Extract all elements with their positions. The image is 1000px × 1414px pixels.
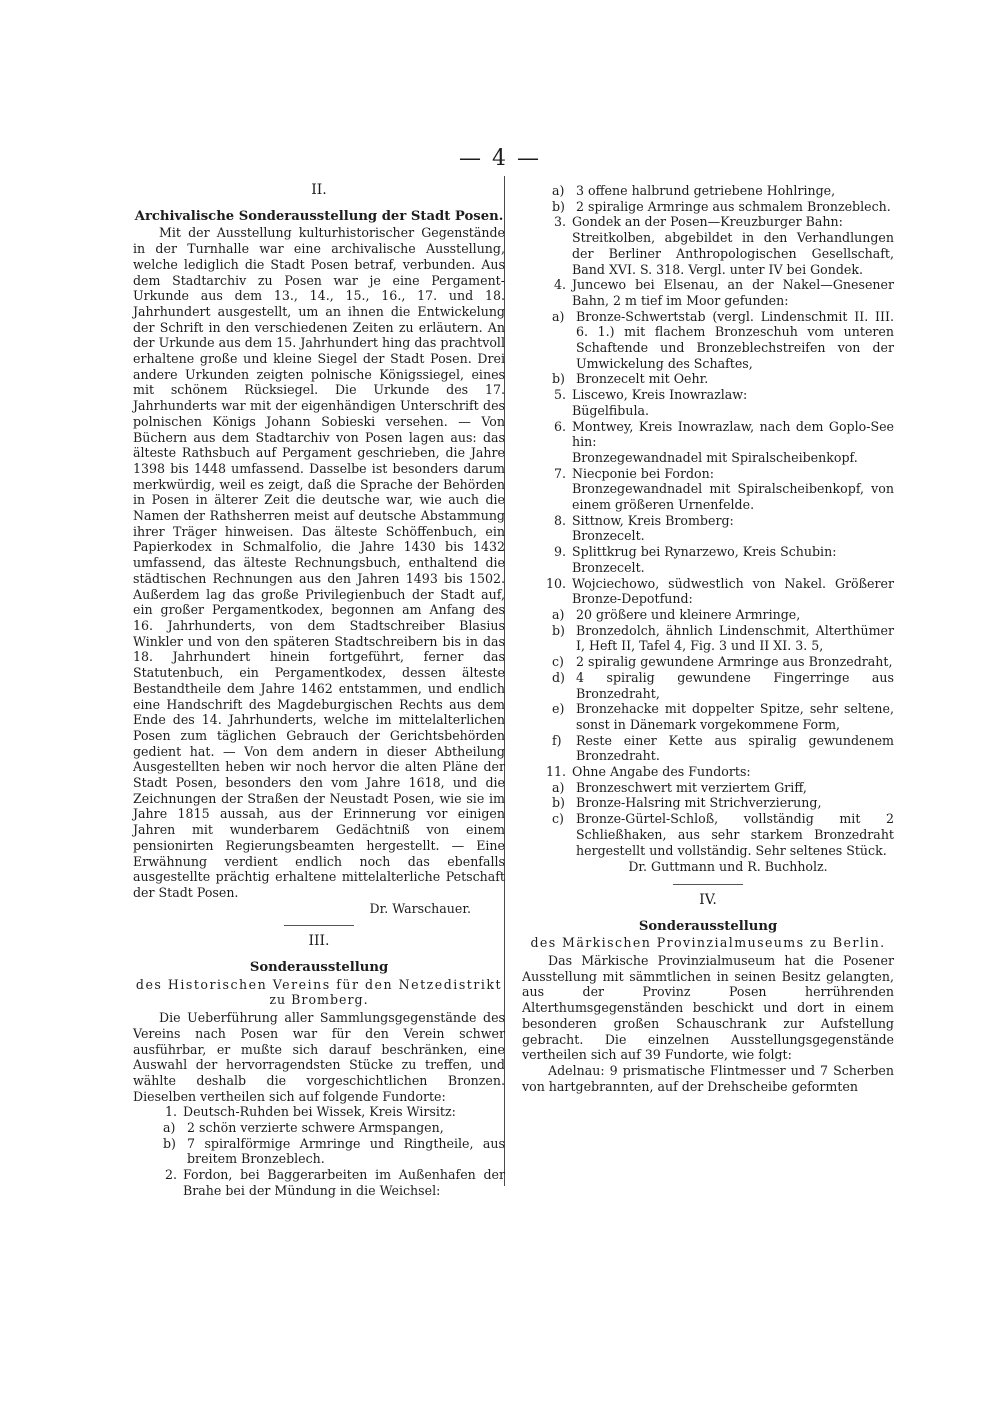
find-site-description: Bronzecelt. (572, 559, 645, 575)
find-item-letter: c) (552, 654, 564, 670)
find-site-name: Juncewo bei Elsenau, an der Nakel—Gnesener Bahn, 2 m tief im Moor gefunden: (572, 277, 894, 308)
find-item-text: Bronzedolch, ähnlich Lindenschmit, Alterthümer I, Heft II, Tafel 4, Fig. 3 und II XI. 3. 5, (576, 622, 894, 654)
page-number: — 4 — (459, 146, 541, 171)
section-divider (284, 925, 354, 926)
section-2-number: II. (311, 182, 327, 198)
find-site-number: 4. (553, 277, 566, 293)
find-item (522, 309, 894, 372)
find-site (522, 576, 894, 764)
find-item-letter: a) (552, 779, 565, 795)
find-site-description: Bronzecelt. (572, 528, 645, 544)
find-site (133, 1104, 505, 1167)
find-site (133, 1167, 505, 1198)
section-3-intro: Die Ueberführung aller Sammlungsgegenstände des Vereins nach Posen war für den Verein schwer ausführbar, er mußte sich darauf beschränken, eine Auswahl der hervorragendsten Stücke zu treffen, und wählte deshalb die vorgeschichtlichen Bronzen. Dieselben vertheilen sich auf folgende Fundorte: (133, 1010, 505, 1104)
find-site-number: 8. (553, 512, 566, 528)
find-item (522, 183, 894, 199)
find-site-number: 1. (164, 1104, 177, 1120)
find-item (522, 795, 894, 811)
section-3-subtitle: des Historischen Vereins für den Netzedistrikt (135, 976, 503, 992)
find-site (522, 764, 894, 858)
section-4-intro: Das Märkische Provinzialmuseum hat die Posener Ausstellung mit sämmtlichen in seinen Besitz gelangten, aus der Provinz Posen herrührenden Alterthumsgegenständen beschickt und dort in einem besonderen großen Schauschrank zur Aufstellung gebracht. Die einzelnen Ausstellungsgegenstände vertheilen sich auf 39 Fundorte, wie folgt: (522, 953, 894, 1063)
find-item-letter: a) (552, 606, 565, 622)
find-item-letter: a) (552, 308, 565, 324)
find-site-description: Bronzegewandnadel mit Spiralscheibenkopf, von einem größeren Urnenfelde. (572, 481, 894, 513)
find-item (522, 623, 894, 654)
find-item (522, 199, 894, 215)
find-site-description: Streitkolben, abgebildet in den Verhandlungen der Berliner Anthropologischen Gesellschaft, Band XVI. S. 318. Vergl. unter IV bei Gondek. (572, 230, 894, 277)
find-item-letter: d) (552, 669, 565, 685)
find-item-text: Bronze-Schwertstab (vergl. Lindenschmit II. III. 6. 1.) mit flachem Bronzeschuh vom unteren Schaftende und Bronzeblechstreifen von der Umwickelung des Schaftes, (576, 308, 894, 371)
section-divider (673, 884, 743, 885)
left-column (133, 183, 505, 1199)
find-site-number: 11. (545, 764, 566, 780)
find-item-letter: f) (552, 732, 562, 748)
find-site (522, 277, 894, 387)
find-item-text: 2 schön verzierte schwere Armspangen, (187, 1120, 444, 1136)
find-site-name: Deutsch-Ruhden bei Wissek, Kreis Wirsitz: (183, 1104, 456, 1120)
find-site-number: 5. (553, 387, 566, 403)
section-3-signature: Dr. Guttmann und R. Buchholz. (628, 859, 828, 875)
find-site (522, 387, 894, 418)
find-site-description: Bronzegewandnadel mit Spiralscheibenkopf. (572, 449, 858, 465)
find-item-text: Reste einer Kette aus spiralig gewundenem Bronzedraht. (576, 732, 894, 764)
find-item-letter: a) (163, 1120, 176, 1136)
find-item (522, 654, 894, 670)
find-site-name: Liscewo, Kreis Inowrazlaw: (572, 387, 748, 403)
section-2-title: Archivalische Sonderausstellung der Stadt Posen. (134, 208, 504, 224)
find-item (522, 371, 894, 387)
find-item-text: 4 spiralig gewundene Fingerringe aus Bronzedraht, (576, 669, 894, 701)
find-site-number: 7. (553, 465, 566, 481)
find-site-number: 9. (553, 544, 566, 560)
find-item (522, 670, 894, 701)
find-site-number: 2. (164, 1167, 177, 1183)
find-site-name: Wojciechowo, südwestlich von Nakel. Größerer Bronze-Depotfund: (572, 575, 894, 607)
find-site (522, 214, 894, 277)
section-4-title: Sonderausstellung (638, 918, 778, 934)
section-3-title: Sonderausstellung (249, 960, 389, 976)
find-site-name: Gondek an der Posen—Kreuzburger Bahn: (572, 214, 843, 230)
find-site-list (522, 214, 894, 858)
find-site-number: 6. (553, 418, 566, 434)
find-item (522, 607, 894, 623)
find-site-name: Montwey, Kreis Inowrazlaw, nach dem Goplo-See hin: (572, 418, 894, 450)
find-site-number: 10. (545, 575, 566, 591)
find-item (522, 701, 894, 732)
find-item-letter: b) (163, 1135, 176, 1151)
find-item-text: Bronze-Gürtel-Schloß, vollständig mit 2 Schließhaken, aus sehr starkem Bronzedraht hergestellt und vollständig. Sehr seltenes Stück. (576, 811, 894, 858)
find-item (522, 780, 894, 796)
find-site (522, 544, 894, 575)
find-item-letter: b) (552, 795, 565, 811)
find-item-letter: e) (552, 701, 565, 717)
find-site-name: Ohne Angabe des Fundorts: (572, 764, 751, 780)
find-item-letter: b) (552, 622, 565, 638)
find-site-name: Fordon, bei Baggerarbeiten im Außenhafen der Brahe bei der Mündung in die Weichsel: (183, 1167, 505, 1198)
section-4-number: IV. (699, 891, 717, 908)
section-4-subtitle: des Märkischen Provinzialmuseums zu Berlin. (530, 935, 886, 951)
find-site-description: Bügelfibula. (572, 402, 650, 418)
find-item (133, 1120, 505, 1136)
find-item-text: 2 spiralige Armringe aus schmalem Bronzeblech. (576, 198, 891, 214)
find-item-letter: c) (552, 811, 564, 827)
find-item (522, 811, 894, 858)
right-column (522, 183, 894, 1094)
find-item-text: Bronzehacke mit doppelter Spitze, sehr seltene, sonst in Dänemark vorgekommene Form, (576, 701, 894, 732)
section-3-number: III. (308, 933, 330, 950)
find-item-text: Bronzeschwert mit verziertem Griff, (576, 779, 807, 795)
find-item-letter: b) (552, 198, 565, 214)
find-site (522, 513, 894, 544)
find-item (522, 733, 894, 764)
section-3-subtitle-2: zu Bromberg. (269, 992, 369, 1008)
find-item-text: Bronzecelt mit Oehr. (576, 371, 709, 387)
find-site-name: Sittnow, Kreis Bromberg: (572, 512, 734, 528)
find-item-text: Bronze-Halsring mit Strichverzierung, (576, 795, 822, 811)
find-site (522, 466, 894, 513)
find-site (522, 419, 894, 466)
find-item-text: 3 offene halbrund getriebene Hohlringe, (576, 183, 836, 198)
find-item-letter: a) (552, 183, 565, 198)
find-item (133, 1136, 505, 1167)
find-item-text: 7 spiralförmige Armringe und Ringtheile, aus breitem Bronzeblech. (187, 1135, 505, 1167)
section-2-signature: Dr. Warschauer. (369, 900, 471, 916)
find-item-text: 2 spiralig gewundene Armringe aus Bronzedraht, (576, 654, 893, 670)
find-item-letter: b) (552, 371, 565, 387)
section-2-body: Mit der Ausstellung kulturhistorischer Gegenstände in der Turnhalle war eine archivalische Ausstellung, welche lediglich die Stadt Posen betraf, verbunden. Aus dem Stadtarchiv zu Posen war je eine Pergament-Urkunde aus dem 13., 14., 15., 16., 17. und 18. Jahrhundert ausgestellt, um an ihnen die Entwickelung der Schrift in den verschiedenen Zeiten zu erläutern. An der Urkunde aus dem 15. Jahrhundert hing das prachtvoll erhaltene große und kleine Siegel der Stadt Posen. Drei andere Urkunden zeigten polnische Königssiegel, eines mit schönem Rücksiegel. Die Urkunde des 17. Jahrhunderts war mit der eigenhändigen Unterschrift des polnischen Königs Johann Sobieski versehen. — Von Büchern aus dem Stadtarchiv von Posen lagen aus: das älteste Rathsbuch auf Pergament geschrieben, die Jahre 1398 bis 1448 umfassend. Dasselbe ist besonders darum merkwürdig, weil es zeigt, daß die Sprache der Behörden in Posen in älterer Zeit die deutsche war, wie auch die Namen der Rathsherren meist auf deutsche Abstammung ihrer Träger hinweisen. Das älteste Schöffenbuch, ein Papierkodex in Schmalfolio, die Jahre 1430 bis 1432 umfassend, das älteste Rechnungsbuch, enthaltend die städtischen Rechnungen aus den Jahren 1493 bis 1502. Außerdem lag das große Privilegienbuch der Stadt auf, ein großer Pergamentkodex, begonnen am Anfang des 16. Jahrhunderts, von dem Stadtschreiber Blasius Winkler und von den späteren Stadtschreibern bis in das 18. Jahrhundert hinein fortgeführt, ferner das Statutenbuch, ein Pergamentkodex, dessen älteste Bestandtheile dem Jahre 1462 entstammen, und endlich eine Handschrift des Magdeburgischen Rechts aus dem Ende des 14. Jahrhunderts, welche im mittelalterlichen Posen zum täglichen Gebrauch der Gerichtsbehörden gedient hat. — Von dem andern in dieser Abtheilung Ausgestellten heben wir noch hervor die alten Pläne der Stadt Posen, besonders den vom Jahre 1618, und die Zeichnungen der Straßen der Neustadt Posen, wie sie im Jahre 1815 aussah, aus der Erinnerung vor einigen Jahren mit wunderbarem Gedächtniß von einem pensionirten Regierungsbeamten hergestellt. — Eine Erwähnung verdient endlich noch das ebenfalls ausgestellte prächtig erhaltene mittelalterliche Petschaft der Stadt Posen. (133, 225, 505, 900)
find-site-name: Niecponie bei Fordon: (572, 465, 714, 481)
find-site-name: Splittkrug bei Rynarzewo, Kreis Schubin: (572, 544, 837, 560)
section-4-entry: Adelnau: 9 prismatische Flintmesser und 7 Scherben von hartgebrannten, auf der Drehscheibe geformten (522, 1062, 894, 1094)
find-site-number: 3. (553, 214, 566, 230)
find-item-text: 20 größere und kleinere Armringe, (576, 606, 801, 622)
